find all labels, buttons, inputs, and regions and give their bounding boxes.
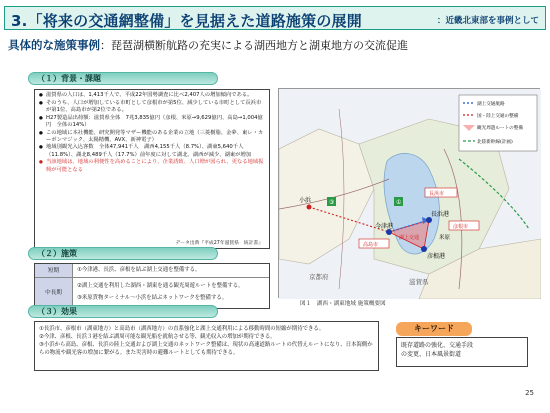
background-bullet: ● そのうち、人口が増加している市町として彦根市が第5位、減少している市町として長浜市が第1位、高島市が第2位である。 — [39, 100, 266, 114]
section-effects-heading: （３）効果 — [28, 305, 218, 318]
policy-term: 短期 — [35, 264, 73, 277]
map-label-shiga: 滋賀県 — [409, 278, 429, 286]
map-label-region: 彦根市 — [453, 224, 469, 230]
keyword-text: の変更、日本風景街道 — [401, 351, 462, 358]
map-label-kotaku: 湖上交通 — [399, 235, 420, 241]
map-svg — [279, 89, 541, 299]
map-legend-item: 観光周遊ルートの整備 — [477, 126, 523, 131]
background-bullet: ● 滋賀県の人口は、1,413千人で、平成22年国勢調査に比べ2,407人の増加傾向である。 — [39, 92, 266, 99]
policy-term: 中長期 — [35, 278, 73, 309]
page-number: 25 — [525, 389, 534, 397]
background-bullet: ● この地域に本社機能、研究開発等マザー機能のある企業の立地（三菱樹脂、金夢、東レ・カーボンマジック、太陽精機、AVX、新神電子） — [39, 130, 266, 144]
title-bar — [4, 6, 546, 30]
effect-item: ②今津、彦根、長浜３港を結ぶ湖周可能な観光船を就航させる等、観光収入の増加が期待できる。 — [39, 334, 276, 340]
effect-item: ①長浜市、彦根市（湖東地方）と高島市（湖西地方）の直系強化と湖上交通利用による移動時間の短縮が期待できる。 — [39, 326, 325, 332]
keyword-heading: キーワード — [396, 322, 472, 336]
policy-text: ①今津港、長浜、彦根を結ぶ湖上交通を整備する。 — [77, 267, 201, 273]
policy-text: ③米原貨物ターミナル～小浜を結ぶネットワークを整備する。 — [77, 295, 228, 301]
policy-table — [34, 263, 270, 309]
map-label-hikone: 彦根港 — [427, 253, 446, 260]
page-subtitle: ：近畿北東部を事例として — [436, 16, 539, 26]
map-label-obama: 小浜 — [299, 197, 312, 204]
section-policy-heading: （２）施策 — [28, 247, 218, 260]
map-legend-item: 湖上交通航路 — [477, 102, 505, 107]
keyword-text: 既存道路の強化、交通手段 — [401, 342, 474, 349]
background-box — [34, 89, 270, 249]
map-label-region: 長浜市 — [429, 191, 445, 197]
map-caption: 図１ 湖西・湖東地域 施策概要図 — [300, 301, 386, 307]
map-label-kyoto: 京都府 — [309, 273, 329, 281]
svg-text:①: ① — [396, 199, 402, 206]
policy-row-short — [35, 264, 269, 278]
effects-box — [34, 321, 379, 371]
data-source: データ出典『平成27年滋賀県 統計書』 — [175, 241, 263, 246]
map-label-imazu: 今津港 — [375, 223, 394, 230]
policy-text: ②湖上交通を利用した湖西・湖東を通る観光周遊ルートを整備する。 — [77, 283, 244, 289]
keyword-box — [396, 337, 528, 367]
map-label-maibara: 米原 — [439, 235, 451, 241]
section-background-heading: （１）背景・課題 — [28, 72, 218, 85]
svg-text:③: ③ — [329, 199, 335, 206]
page-title: 3.「将来の交通網整備」を見据えた道路施策の展開 — [11, 12, 362, 30]
background-bullet: ● 地域別観光入込客数 全体47,941千人 湖西4,155千人（8.7%）、湖東5,640千人（11.8%）、湖北8,489千人（17.7%）前年度に対して湖北、湖西が減少、湖東が増加 — [39, 144, 266, 158]
map-label-nagahama: 長浜港 — [431, 211, 450, 218]
policy-map — [278, 88, 540, 298]
map-legend-item: 北陸新幹線(計画) — [477, 140, 513, 145]
background-bullet-highlight: ● 当該地域は、地域の利便性を高めることにより、企業誘致、人口増が図られ、更なる地域振興が可能となる — [39, 159, 266, 173]
map-legend-item: 国・陸上交通の整備 — [477, 114, 519, 119]
example-heading — [8, 37, 408, 53]
example-label: 具体的な施策事例 — [8, 38, 100, 52]
map-label-region: 高島市 — [363, 242, 379, 248]
example-text: ：琵琶湖横断航路の充実による湖西地方と湖東地方の交流促進 — [100, 39, 408, 52]
background-bullet: ● H27製造品出荷額：滋賀県全体 7兆3,835億円（彦根、米原→9,629億円、高島→1,004億円 全体の14%） — [39, 115, 266, 129]
effect-item: ③小浜から高島、彦根、長浜の陸上交通および湖上交通のネットワーク整備は、現状の高速道路ルートの代替えルートになり、日本海側からの物流や観光客の増加に繋がる。また災害時の避難ルートとしても期待できる。 — [39, 342, 373, 356]
